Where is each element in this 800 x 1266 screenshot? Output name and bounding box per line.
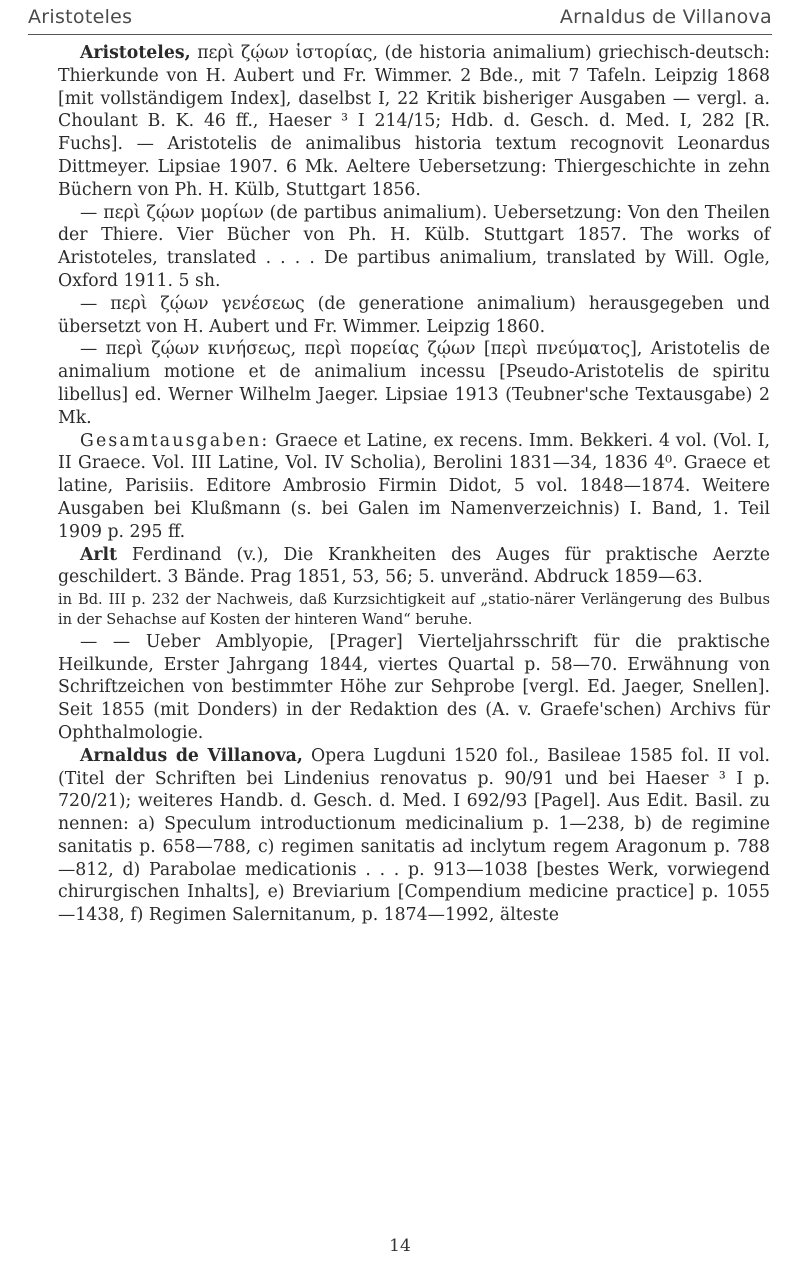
entry-arlt-note	[58, 590, 770, 630]
entry-note-text: in Bd. III p. 232 der Nachweis, daß Kurzsichtigkeit auf „statio-närer Verlängerung des Bulbus in der Sehachse auf Kosten der hinteren Wand“ beruhe.	[58, 591, 770, 628]
entry-aristoteles-partibus	[58, 202, 770, 293]
entry-arlt	[58, 544, 770, 590]
entry-aristoteles-motione	[58, 338, 770, 429]
entry-head: Aristoteles,	[80, 43, 191, 63]
entry-text: Ferdinand (v.), Die Krankheiten des Auges für praktische Aerzte geschildert. 3 Bände. Prag 1851, 53, 56; 5. unveränd. Abdruck 1859—63.	[58, 544, 770, 588]
entry-spaced-label: Gesamtausgaben:	[80, 430, 270, 451]
entry-aristoteles-generatione	[58, 293, 770, 339]
entry-head: Arnaldus de Villanova,	[80, 745, 303, 766]
entry-arnaldus	[58, 745, 770, 927]
header-rule	[28, 34, 772, 35]
entry-text: — περὶ ζῴων κινήσεως, περὶ πορείας ζῴων [περὶ πνεύματος], Aristotelis de animalium motione et de animalium incessu [Pseudo-Aristotelis de spiritu libellus] ed. Werner Wilhelm Jaeger. Lipsiae 1913 (Teubner'sche Textausgabe) 2 Mk.	[58, 339, 770, 428]
entry-text: — — Ueber Amblyopie, [Prager] Vierteljahrsschrift für die praktische Heilkunde, Erster Jahrgang 1844, viertes Quartal p. 58—70. Erwähnung von Schriftzeichen von bestimmter Höhe zur Sehprobe [vergl. Ed. Jaeger, Snellen]. Seit 1855 (mit Donders) in der Redaktion des (A. v. Graefe'schen) Archivs für Ophthalmologie.	[58, 631, 770, 743]
entry-text: Graece et Latine, ex recens. Imm. Bekkeri. 4 vol. (Vol. I, II Graece. Vol. III Latine, Vol. IV Scholia), Berolini 1831—34, 1836 4⁰. Graece et latine, Parisiis. Editore Ambrosio Firmin Didot, 5 vol. 1848—1874. Weitere Ausgaben bei Klußmann (s. bei Galen im Namenverzeichnis) I. Band, 1. Teil 1909 p. 295 ff.	[58, 430, 770, 542]
entry-text: — περὶ ζῴων γενέσεως (de generatione animalium) herausgegeben und übersetzt von H. Aubert und Fr. Wimmer. Leipzig 1860.	[58, 293, 770, 337]
entry-text: περὶ ζῴων ἱστορίας, (de historia animalium) griechisch-deutsch: Thierkunde von H. Aubert und Fr. Wimmer. 2 Bde., mit 7 Tafeln. Leipzig 1868 [mit vollständigem Index], daselbst I, 22 Kritik bisheriger Ausgaben — vergl. a. Choulant B. K. 46 ff., Haeser ³ I 214/15; Hdb. d. Gesch. d. Med. I, 282 [R. Fuchs]. — Aristotelis de animalibus historia textum recognovit Leonardus Dittmeyer. Lipsiae 1907. 6 Mk. Aeltere Uebersetzung: Thiergeschichte in zehn Büchern von Ph. H. Külb, Stuttgart 1856.	[58, 43, 770, 200]
header-right: Arnaldus de Villanova	[559, 6, 772, 28]
entry-aristoteles-historia	[58, 42, 770, 202]
entry-aristoteles-gesamtausgaben	[58, 430, 770, 544]
entry-arlt-amblyopie	[58, 631, 770, 745]
entry-head: Arlt	[80, 544, 118, 565]
header-left: Aristoteles	[28, 6, 133, 28]
entry-text: Opera Lugduni 1520 fol., Basileae 1585 fol. II vol. (Titel der Schriften bei Lindenius renovatus p. 90/91 und bei Haeser ³ I p. 720/21); weiteres Handb. d. Gesch. d. Med. I 692/93 [Pagel]. Aus Edit. Basil. zu nennen: a) Speculum introductionum medicinalium p. 1—238, b) de regimine sanitatis p. 658—788, c) regimen sanitatis ad inclytum regem Aragonum p. 788—812, d) Parabolae medicationis . . . p. 913—1038 [bestes Werk, vorwiegend chirurgischen Inhalts], e) Breviarium [Compendium medicine practice] p. 1055—1438, f) Regimen Salernitanum, p. 1874—1992, älteste	[58, 745, 771, 926]
page-number: 14	[389, 1236, 411, 1256]
bibliography-body	[58, 42, 770, 927]
entry-text: — περὶ ζῴων μορίων (de partibus animalium). Uebersetzung: Von den Theilen der Thiere. Vier Bücher von Ph. H. Külb. Stuttgart 1857. The works of Aristoteles, translated . . . . De partibus animalium, translated by Will. Ogle, Oxford 1911. 5 sh.	[58, 202, 770, 291]
